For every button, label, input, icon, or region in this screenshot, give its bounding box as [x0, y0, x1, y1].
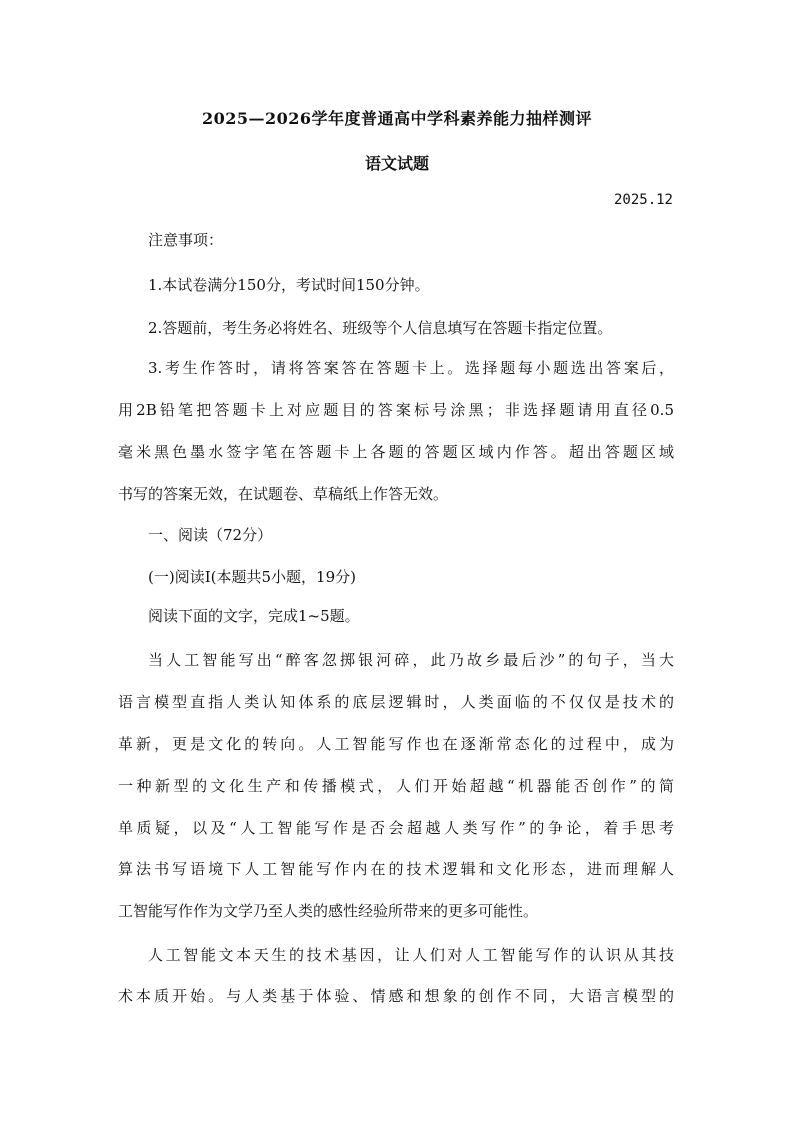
passage-line: 算法书写语境下人工智能写作内在的技术逻辑和文化形态，进而理解人	[118, 860, 674, 878]
notice-heading: 注意事项：	[148, 231, 224, 249]
passage-line: 单质疑，以及“人工智能写作是否会超越人类写作”的争论，着手思考	[118, 819, 674, 837]
notice-item-3-line: 用2B铅笔把答题卡上对应题目的答案标号涂黑；非选择题请用直径0.5	[118, 401, 674, 419]
passage-line: 工智能写作作为文学乃至人类的感性经验所带来的更多可能性。	[118, 902, 539, 920]
section-heading: 一、阅读（72分）	[148, 526, 273, 544]
passage-line: 革新，更是文化的转向。人工智能写作也在逐渐常态化的过程中，成为	[118, 735, 674, 753]
passage-line: 语言模型直指人类认知体系的底层逻辑时，人类面临的不仅仅是技术的	[118, 693, 674, 711]
notice-item-1: 1.本试卷满分150分，考试时间150分钟。	[148, 276, 430, 294]
reading-instruction: 阅读下面的文字，完成1~5题。	[148, 607, 360, 625]
notice-item-2: 2.答题前，考生务必将姓名、班级等个人信息填写在答题卡指定位置。	[148, 319, 613, 337]
passage-line: 一种新型的文化生产和传播模式，人们开始超越“机器能否创作”的简	[118, 777, 674, 795]
exam-subtitle: 语文试题	[364, 154, 429, 173]
notice-item-3-line: 毫米黑色墨水签字笔在答题卡上各题的答题区域内作答。超出答题区域	[118, 443, 674, 461]
notice-item-3-line: 书写的答案无效，在试题卷、草稿纸上作答无效。	[118, 485, 449, 503]
passage-line: 当人工智能写出“醉客忽掷银河碎，此乃故乡最后沙”的句子，当大	[148, 651, 674, 669]
passage-line: 人工智能文本天生的技术基因，让人们对人工智能写作的认识从其技	[148, 946, 674, 964]
notice-item-3-line: 3.考生作答时，请将答案答在答题卡上。选择题每小题选出答案后，	[148, 359, 674, 377]
exam-date: 2025.12	[613, 192, 673, 208]
exam-title: 2025—2026学年度普通高中学科素养能力抽样测评	[201, 109, 593, 128]
section-sub-heading: (一)阅读Ⅰ(本题共5小题，19分)	[148, 568, 356, 586]
passage-line: 术本质开始。与人类基于体验、情感和想象的创作不同，大语言模型的	[118, 987, 674, 1005]
